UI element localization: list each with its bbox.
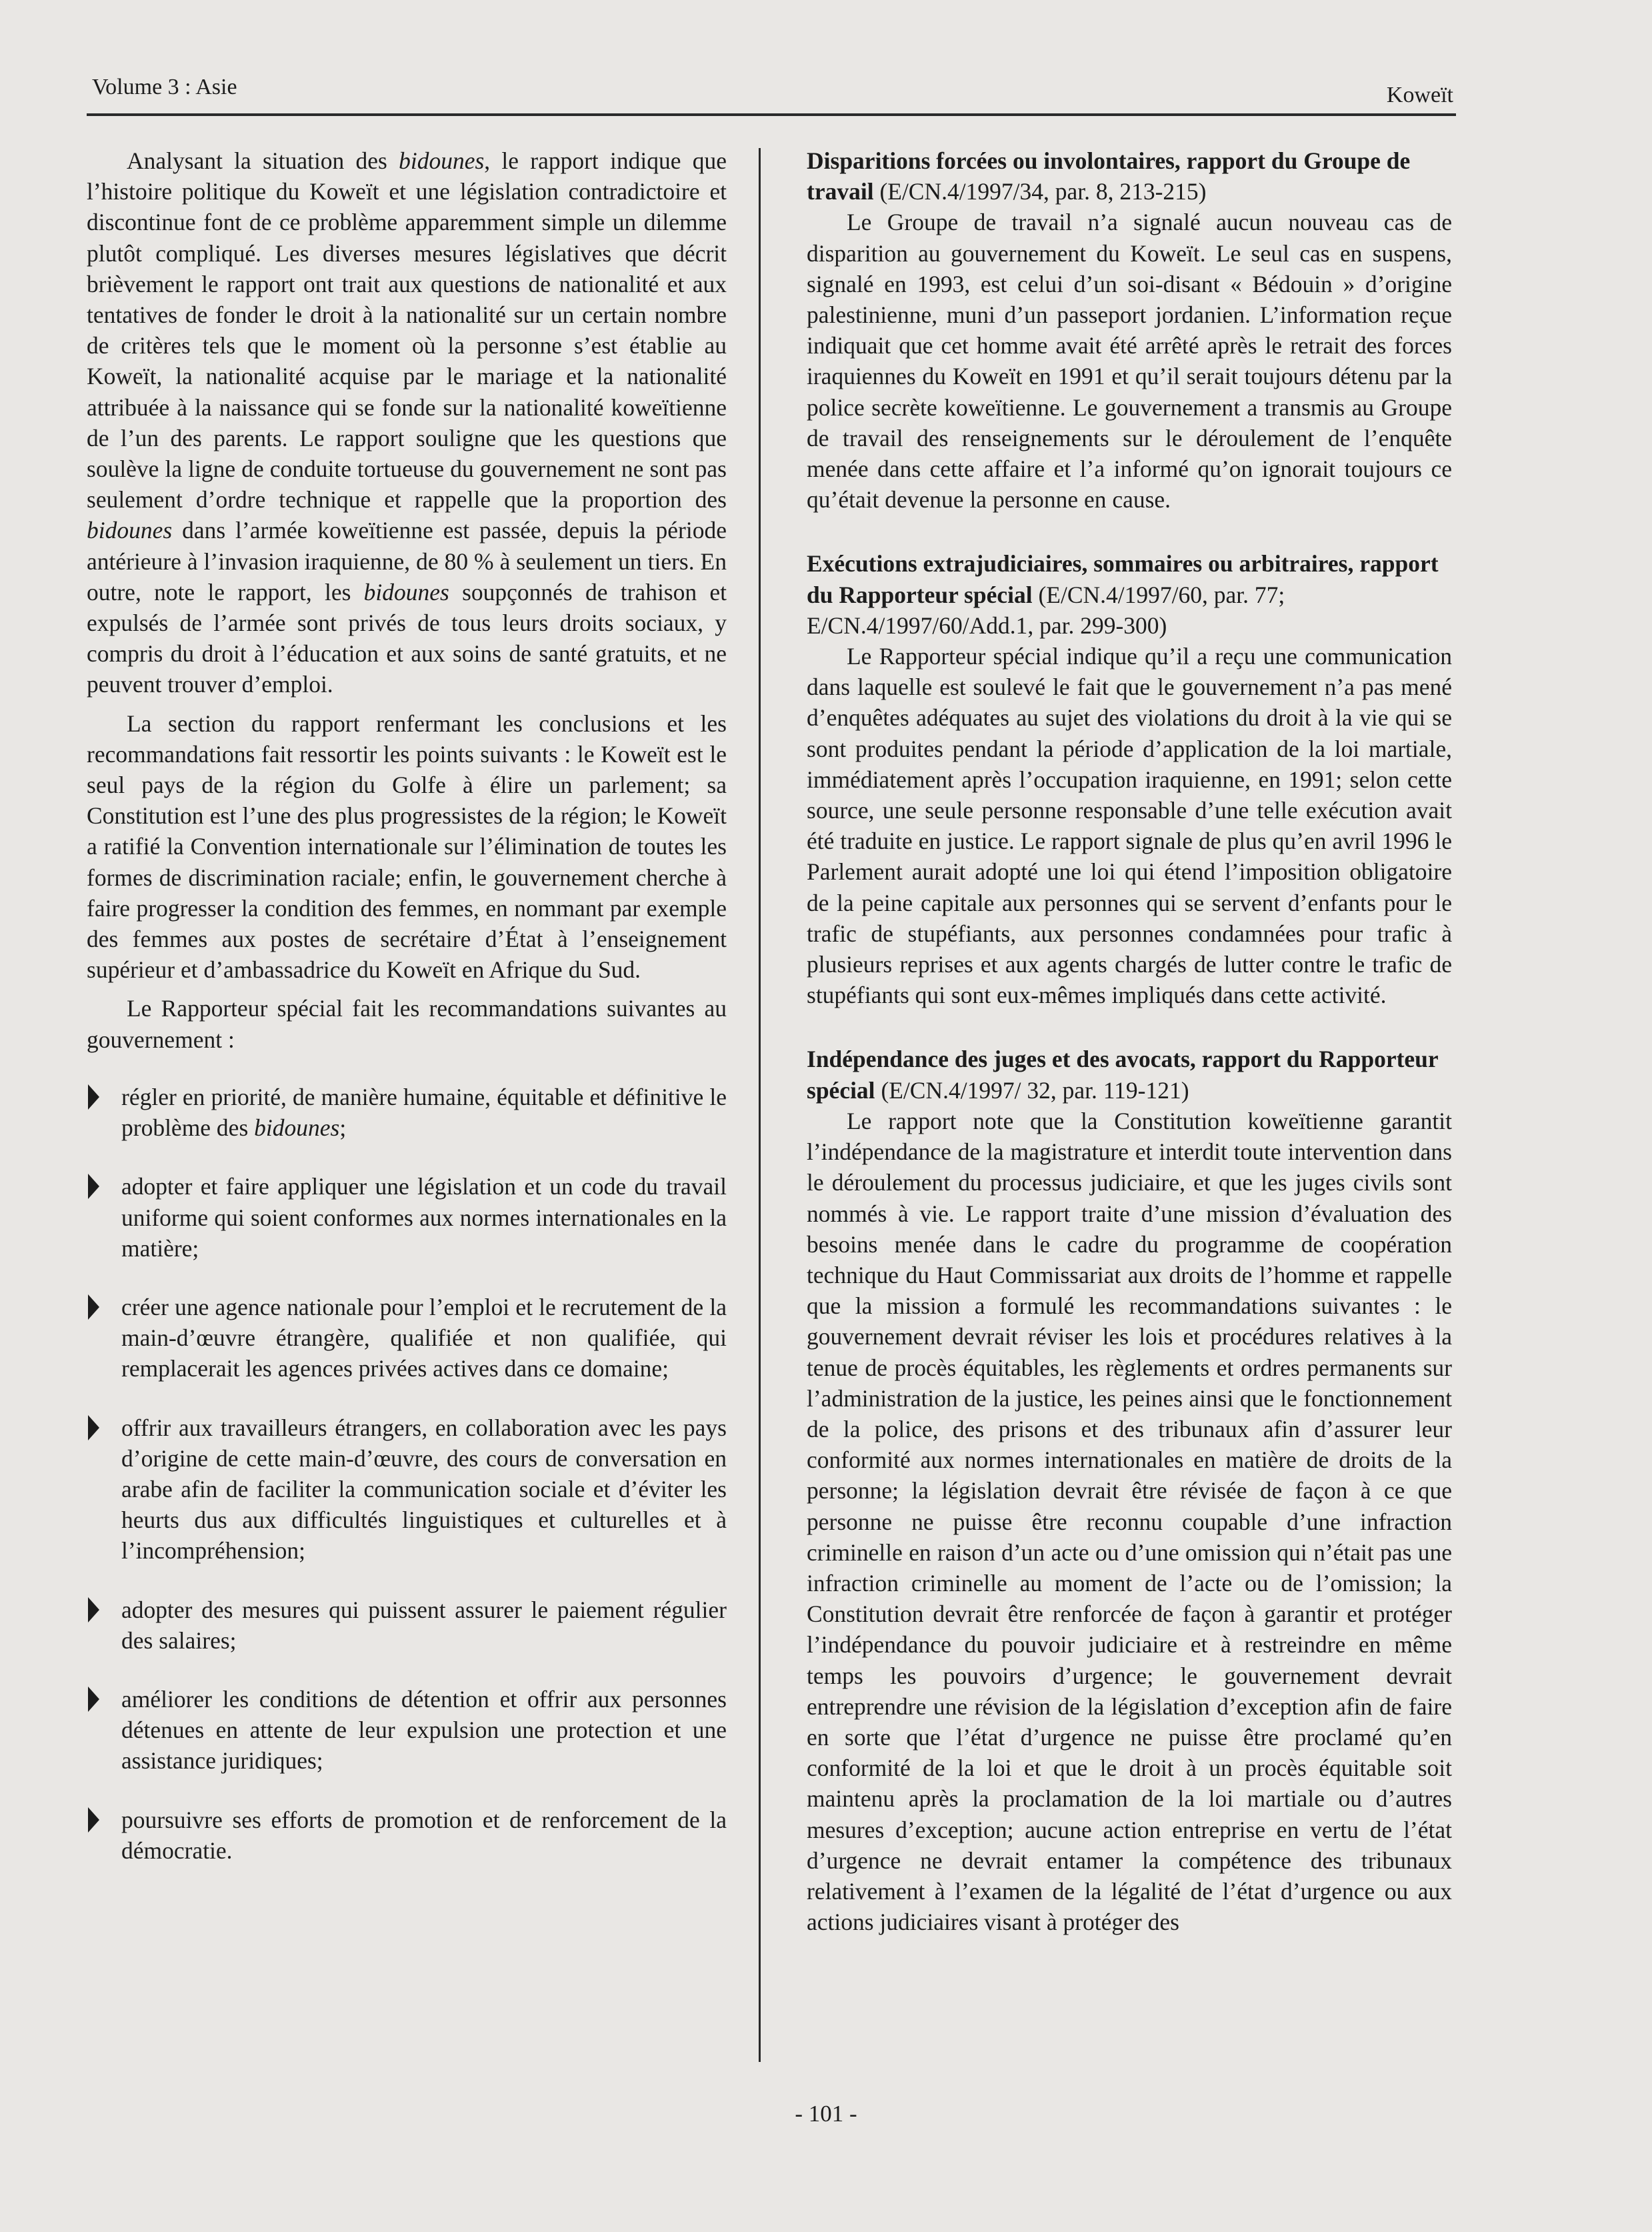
- list-item: adopter des mesures qui puissent assurer le paiement régulier des salaires;: [87, 1594, 727, 1656]
- recommendations-list: [87, 1082, 727, 1866]
- list-item: offrir aux travailleurs étrangers, en collaboration avec les pays d’origine de cette main-d’œuvre, des cours de conversation en arabe afin de faciliter la communication sociale et d’éviter les heurts dus aux difficultés linguistiques et culturelles et à l’incompréhension;: [87, 1412, 727, 1566]
- arrow-bullet-icon: [88, 1807, 99, 1833]
- section-heading: Disparitions forcées ou involontaires, rapport du Groupe de travail (E/CN.4/1997/34, par. 8, 213-215): [807, 147, 1411, 205]
- list-item: créer une agence nationale pour l’emploi et le recrutement de la main-d’œuvre étrangère, qualifiée et non qualifiée, qui remplacerait les agences privées actives dans ce domaine;: [87, 1292, 727, 1384]
- section-body: Le rapport note que la Constitution koweïtienne garantit l’indépendance de la magistrature et interdit toute intervention dans le déroulement du processus judiciaire, et que les juges civils sont nommés à vie. Le rapport traite d’une mission d’évaluation des besoins menée dans le cadre du programme de coopération technique du Haut Commissariat aux droits de l’homme et rappelle que la mission a formulé les recommandations suivantes : le gouvernement devrait réviser les lois et procédures relatives à la tenue de procès équitables, les règlements et ordres permanents sur l’administration de la justice, les peines ainsi que le fonctionnement de la police, des prisons et des tribunaux afin d’assurer leur conformité aux normes internationales en matière de droits de la personne; la législation devrait être révisée de façon à ce que personne ne puisse être reconnu coupable d’une infraction criminelle en raison d’un acte ou d’une omission qui n’était pas une infraction criminelle au moment de l’acte ou de l’omission; la Constitution devrait être renforcée de façon à garantir et protéger l’indépendance du pouvoir judiciaire et à restreindre en même temps les pouvoirs d’urgence; le gouvernement devrait entreprendre une révision de la législation d’exception afin de faire en sorte que l’état d’urgence ne puisse être proclamé qu’en conformité de la loi et que le droit à un procès équitable soit maintenu après la proclamation de la loi martiale ou d’autres mesures d’exception; aucune action entreprise en vertu de l’état d’urgence ne devrait entamer la compétence des tribunaux relativement à l’examen de la légalité de l’état d’urgence ou aux actions judiciaires visant à protéger des: [807, 1107, 1452, 1936]
- section-body: Le Groupe de travail n’a signalé aucun nouveau cas de disparition au gouvernement du Koweït. Le seul cas en suspens, signalé en 1993, est celui d’un soi-disant « Bédouin » d’origine palestinienne, muni d’un passeport jordanien. L’information reçue indiquait que cet homme avait été arrêté après le retrait des forces iraquiennes du Koweït en 1991 et qu’il serait toujours détenu par la police secrète koweïtienne. Le gouvernement a transmis au Groupe de travail des renseignements sur le déroulement de l’enquête menée dans cette affaire et l’a informé qu’on ignorait toujours ce qu’était devenue la personne en cause.: [807, 209, 1452, 513]
- report-section: [807, 1044, 1452, 1937]
- header-rule: [87, 113, 1456, 116]
- list-item: régler en priorité, de manière humaine, équitable et définitive le problème des bidounes;: [87, 1082, 727, 1143]
- arrow-bullet-icon: [88, 1687, 99, 1712]
- arrow-bullet-icon: [88, 1415, 99, 1440]
- arrow-bullet-icon: [88, 1084, 99, 1110]
- list-item: poursuivre ses efforts de promotion et de renforcement de la démocratie.: [87, 1805, 727, 1866]
- header-country: Koweït: [1386, 83, 1453, 107]
- arrow-bullet-icon: [88, 1174, 99, 1199]
- right-column: [807, 145, 1452, 1971]
- section-body: Le Rapporteur spécial indique qu’il a reçu une communication dans laquelle est soulevé le fait que le gouvernement n’a pas mené d’enquêtes adéquates au sujet des violations du droit à la vie qui se sont produites pendant la période d’application de la loi martiale, immédiatement après l’occupation iraquienne, en 1991; selon cette source, une seule personne responsable d’une telle exécution avait été traduite en justice. Le rapport signale de plus qu’en avril 1996 le Parlement aurait adopté une loi qui étend l’imposition obligatoire de la peine capitale aux personnes qui se servent d’enfants pour le trafic de stupéfiants, aux personnes condamnées pour trafic à plusieurs reprises et aux agents chargés de lutter contre le trafic de stupéfiants qui sont eux-mêmes impliqués dans cette activité.: [807, 643, 1452, 1009]
- page-number: - 101 -: [795, 2101, 857, 2127]
- arrow-bullet-icon: [88, 1294, 99, 1320]
- column-separator: [759, 148, 761, 2062]
- section-heading: Exécutions extrajudiciaires, sommaires ou arbitraires, rapport du Rapporteur spécial (E/CN.4/1997/60, par. 77; E/CN.4/1997/60/Add.1, par. 299-300): [807, 550, 1439, 639]
- running-header: [92, 75, 1453, 115]
- paragraph: Le Rapporteur spécial fait les recommandations suivantes au gouvernement :: [87, 995, 727, 1053]
- left-column: [87, 145, 727, 1894]
- paragraph: Analysant la situation des bidounes, le rapport indique que l’histoire politique du Koweït et une législation contradictoire et discontinue font de ce problème apparemment simple un dilemme plutôt compliqué. Les diverses mesures législatives que décrit brièvement le rapport ont trait aux questions de nationalité et aux tentatives de fonder le droit à la nationalité sur un certain nombre de critères tels que le moment où la personne s’est établie au Koweït, la nationalité acquise par le mariage et la nationalité attribuée à la naissance qui se fonde sur la nationalité koweïtienne de l’un des parents. Le rapport souligne que les questions que soulève la ligne de conduite tortueuse du gouvernement ne sont pas seulement d’ordre technique et rappelle que la proportion des bidounes dans l’armée koweïtienne est passée, depuis la période antérieure à l’invasion iraquienne, de 80 % à seulement un tiers. En outre, note le rapport, les bidounes soupçonnés de trahison et expulsés de l’armée sont privés de tous leurs droits sociaux, y compris du droit à l’éducation et aux soins de santé gratuits, et ne peuvent trouver d’emploi.: [87, 147, 727, 698]
- report-section: [807, 548, 1452, 1010]
- header-volume: Volume 3 : Asie: [92, 75, 237, 99]
- section-heading: Indépendance des juges et des avocats, rapport du Rapporteur spécial (E/CN.4/1997/ 32, par. 119-121): [807, 1046, 1439, 1104]
- paragraph: La section du rapport renfermant les conclusions et les recommandations fait ressortir les points suivants : le Koweït est le seul pays de la région du Golfe à élire un parlement; sa Constitution est l’une des plus progressistes de la région; le Koweït a ratifié la Convention internationale sur l’élimination de toutes les formes de discrimination raciale; enfin, le gouvernement cherche à faire progresser la condition des femmes, en nommant par exemple des femmes aux postes de secrétaire d’État à l’enseignement supérieur et d’ambassadrice du Koweït en Afrique du Sud.: [87, 710, 727, 984]
- arrow-bullet-icon: [88, 1597, 99, 1622]
- report-section: [807, 145, 1452, 515]
- list-item: adopter et faire appliquer une législation et un code du travail uniforme qui soient conformes aux normes internationales en la matière;: [87, 1171, 727, 1264]
- list-item: améliorer les conditions de détention et offrir aux personnes détenues en attente de leur expulsion une protection et une assistance juridiques;: [87, 1684, 727, 1777]
